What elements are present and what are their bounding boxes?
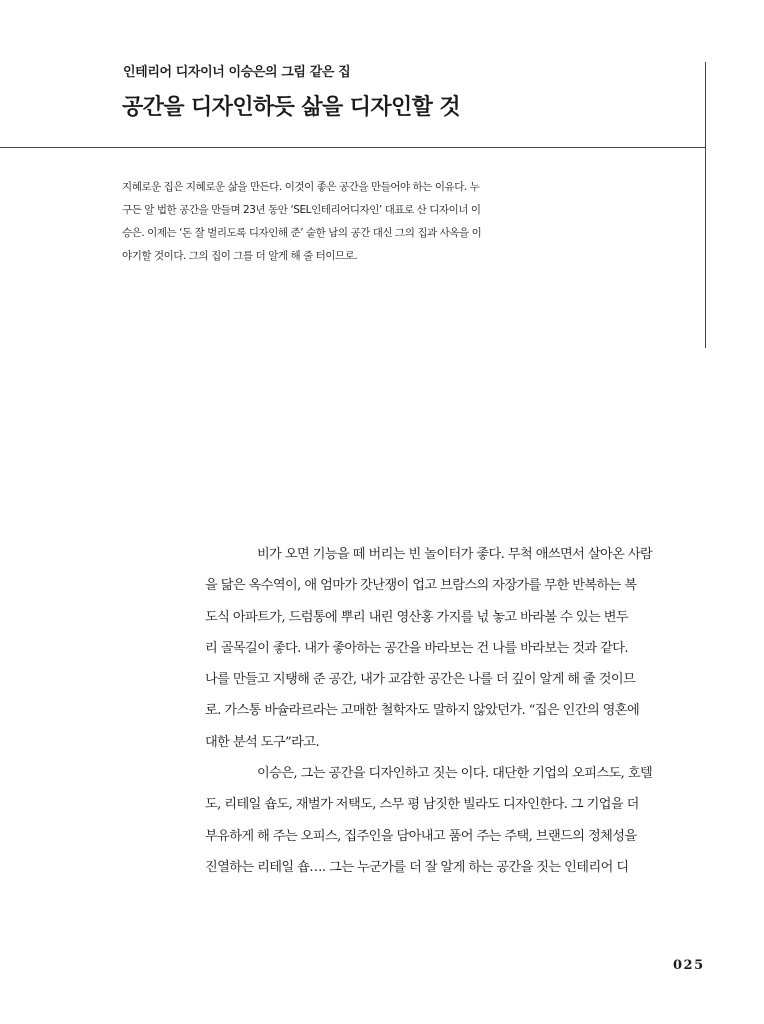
body-line: 을 닮은 옥수역이, 애 엄마가 갓난쟁이 업고 브람스의 자장가를 무한 반복하는 복 [205, 578, 637, 594]
lede-paragraph [122, 176, 522, 268]
body-line: 대한 분석 도구”라고. [205, 734, 320, 750]
body-text [205, 539, 710, 883]
lede-line: 야기할 것이다. 그의 집이 그를 더 알게 해 줄 터이므로. [122, 250, 358, 262]
body-line: 도, 리테일 숍도, 재벌가 저택도, 스무 평 남짓한 빌라도 디자인한다. 그 기업을 더 [205, 797, 639, 813]
body-line: 진열하는 리테일 숍…. 그는 누군가를 더 잘 알게 하는 공간을 짓는 인테리어 디 [205, 859, 629, 875]
article-kicker: 인테리어 디자이너 이승은의 그림 같은 집 [123, 65, 351, 80]
page-number: 025 [673, 958, 705, 973]
body-line: 리 골목길이 좋다. 내가 좋아하는 공간을 바라보는 건 나를 바라보는 것과 같다. [205, 640, 629, 656]
body-line: 이승은, 그는 공간을 디자인하고 짓는 이다. 대단한 기업의 오피스도, 호텔 [257, 766, 653, 782]
vertical-divider-line [705, 62, 706, 348]
body-line: 부유하게 해 주는 오피스, 집주인을 담아내고 품어 주는 주택, 브랜드의 정체성을 [205, 828, 637, 844]
header-divider-line [0, 147, 706, 148]
body-line: 도식 아파트가, 드럼통에 뿌리 내린 영산홍 가지를 넋 놓고 바라볼 수 있는 변두 [205, 609, 629, 625]
body-line: 비가 오면 기능을 떼 버리는 빈 놀이터가 좋다. 무척 애쓰면서 살아온 사람 [257, 547, 653, 562]
body-line: 로. 가스통 바슐라르라는 고매한 철학자도 말하지 않았던가. “집은 인간의 영혼에 [205, 703, 640, 719]
lede-line: 지혜로운 집은 지혜로운 삶을 만든다. 이것이 좋은 공간을 만들어야 하는 이유다. 누 [122, 181, 480, 193]
body-line: 나를 만들고 지탱해 준 공간, 내가 교감한 공간은 나를 더 깊이 알게 해 줄 것이므 [205, 672, 636, 688]
lede-line: 구든 알 법한 공간을 만들며 23년 동안 ‘SEL인테리어디자인’ 대표로 산 디자이너 이 [122, 204, 481, 216]
article-headline: 공간을 디자인하듯 삶을 디자인할 것 [122, 94, 461, 120]
lede-line: 승은. 이제는 ‘돈 잘 벌리도록 디자인해 준’ 숱한 남의 공간 대신 그의 집과 사옥을 이 [122, 227, 482, 239]
